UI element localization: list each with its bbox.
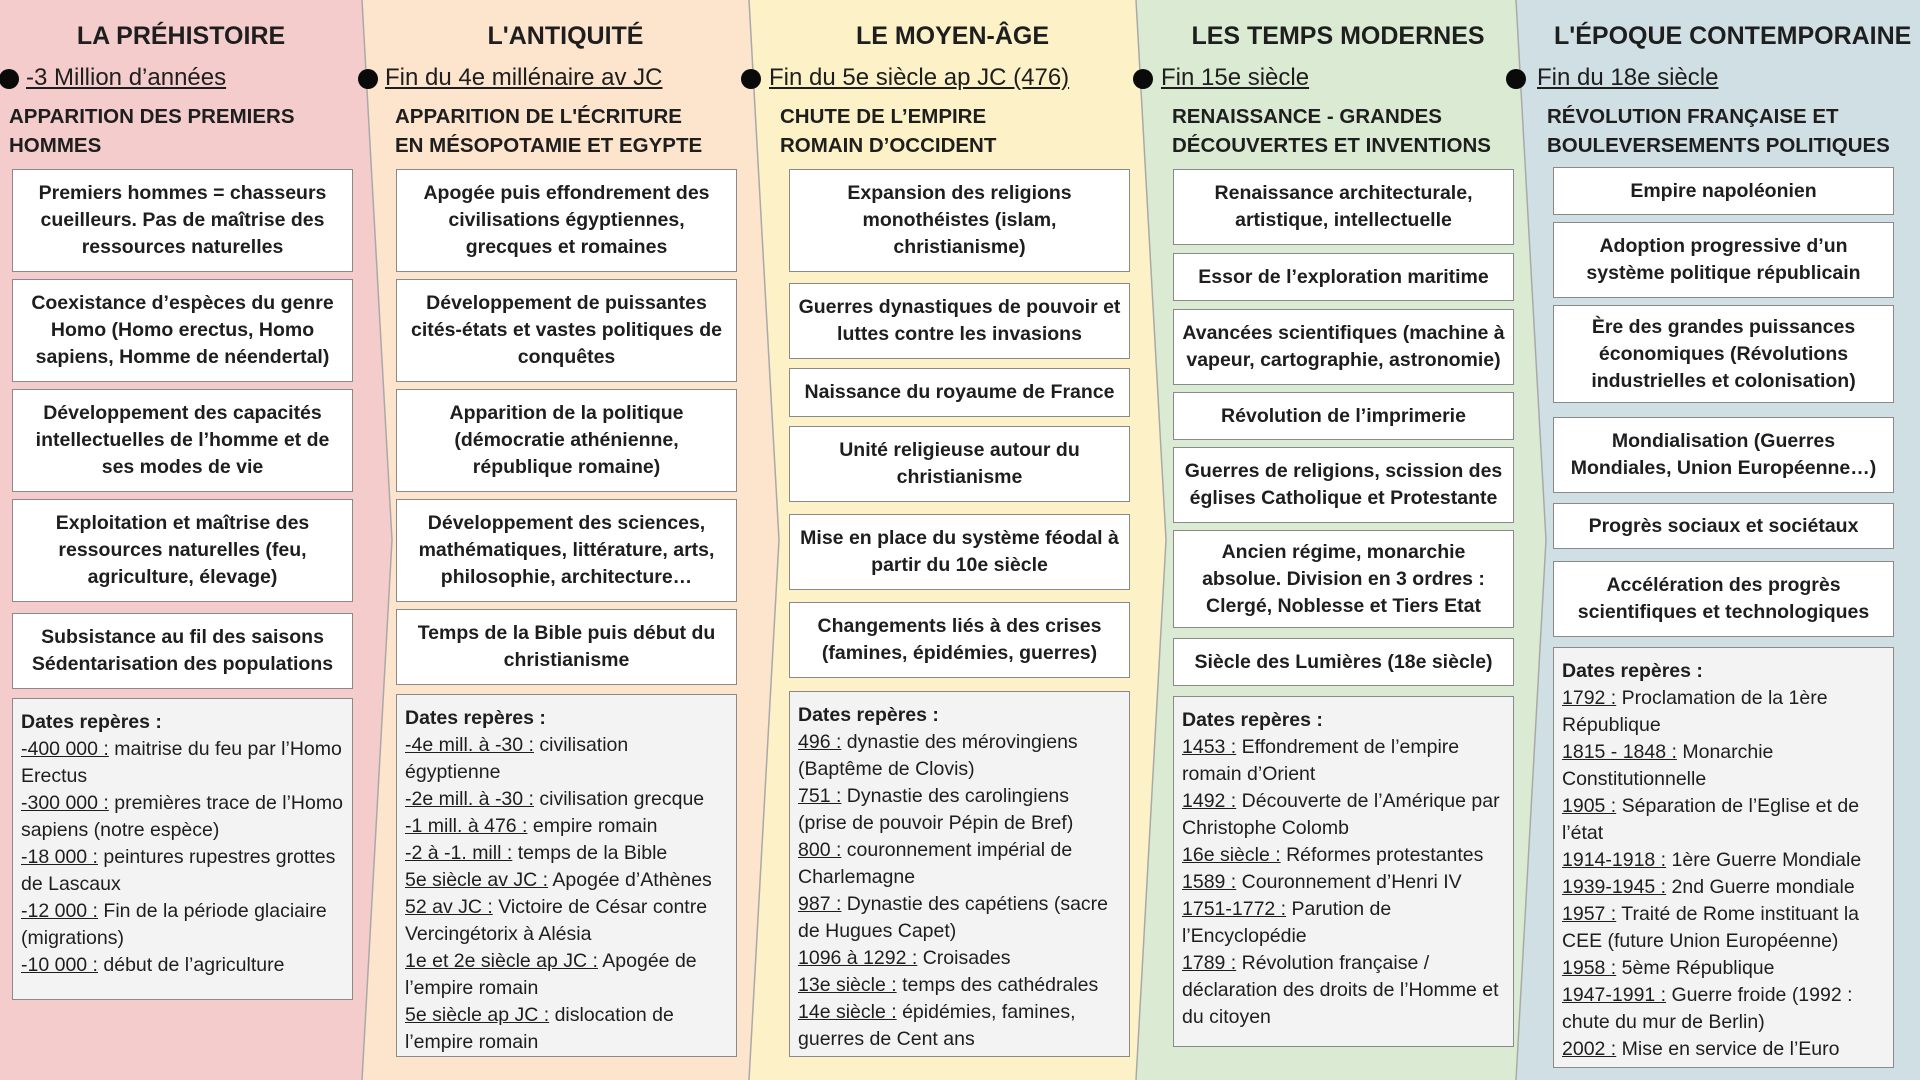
date-label: -300 000 :	[21, 792, 109, 814]
date-entry	[21, 844, 345, 898]
date-entry	[1182, 896, 1506, 950]
period-subtitle: APPARITION DES PREMIERS HOMMES	[9, 105, 295, 157]
fact-box: Premiers hommes = chasseurs cueilleurs. Pas de maîtrise des ressources naturelles	[12, 169, 353, 272]
fact-box: Naissance du royaume de France	[789, 368, 1130, 417]
fact-box: Développement des sciences, mathématiques, littérature, arts, philosophie, architecture…	[396, 499, 737, 602]
date-label: 1947-1991 :	[1562, 984, 1667, 1006]
date-text: épidémies, famines, guerres de Cent ans	[798, 1001, 1076, 1050]
date-text: Découverte de l’Amérique par Christophe Colomb	[1182, 790, 1500, 839]
column-prehistoire	[0, 0, 362, 1080]
fact-box: Développement des capacités intellectuelles de l’homme et de ses modes de vie	[12, 389, 353, 492]
date-entry	[798, 729, 1122, 783]
fact-box: Progrès sociaux et sociétaux	[1553, 503, 1894, 549]
date-text: Fin de la période glaciaire (migrations)	[21, 900, 327, 949]
date-text: Dynastie des carolingiens (prise de pouvoir Pépin de Bref)	[798, 785, 1074, 834]
date-entry	[798, 945, 1122, 972]
date-entry	[405, 732, 729, 786]
date-entry	[798, 837, 1122, 891]
period-title: LES TEMPS MODERNES	[1191, 22, 1485, 50]
date-text: maitrise du feu par l’Homo Erectus	[21, 738, 342, 787]
date-text: Révolution française / déclaration des droits de l’Homme et du citoyen	[1182, 952, 1499, 1028]
date-label: 1453 :	[1182, 736, 1237, 758]
fact-box: Accélération des progrès scientifiques et technologiques	[1553, 561, 1894, 637]
date-label: 1492 :	[1182, 790, 1237, 812]
date-label: -18 000 :	[21, 846, 98, 868]
period-start: Fin du 5e siècle ap JC (476)	[769, 64, 1070, 91]
fact-box: Empire napoléonien	[1553, 167, 1894, 215]
date-text: 2nd Guerre mondiale	[1666, 876, 1855, 898]
key-dates-title: Dates repères :	[21, 711, 162, 733]
date-text: Mise en service de l’Euro	[1616, 1038, 1840, 1060]
fact-box: Apparition de la politique (démocratie athénienne, république romaine)	[396, 389, 737, 492]
date-text: Victoire de César contre Vercingétorix à Alésia	[405, 896, 708, 945]
date-label: 1789 :	[1182, 952, 1237, 974]
date-text: civilisation égyptienne	[405, 734, 629, 783]
key-dates-title: Dates repères :	[1182, 709, 1323, 731]
fact-box: Unité religieuse autour du christianisme	[789, 426, 1130, 502]
period-start: Fin du 18e siècle	[1537, 64, 1719, 91]
fact-box: Temps de la Bible puis début du christianisme	[396, 609, 737, 685]
date-text: Parution de l’Encyclopédie	[1182, 898, 1392, 947]
period-start: -3 Million d’années	[26, 64, 227, 91]
fact-box: Adoption progressive d’un système politique républicain	[1553, 222, 1894, 298]
key-dates-panel	[12, 698, 353, 1000]
date-label: 1914-1918 :	[1562, 849, 1667, 871]
date-entry	[1182, 788, 1506, 842]
date-text: Réformes protestantes	[1280, 844, 1484, 866]
period-title: L'ÉPOQUE CONTEMPORAINE	[1554, 22, 1912, 50]
fact-box: Développement de puissantes cités-états et vastes politiques de conquêtes	[396, 279, 737, 382]
date-text: premières trace de l’Homo sapiens (notre espèce)	[21, 792, 343, 841]
key-dates-title: Dates repères :	[798, 704, 939, 726]
date-label: 5e siècle av JC :	[405, 869, 549, 891]
date-text: Proclamation de la 1ère République	[1562, 687, 1828, 736]
date-label: -1 mill. à 476 :	[405, 815, 528, 837]
timeline-dot	[741, 69, 761, 89]
timeline-dot	[358, 69, 378, 89]
fact-box: Siècle des Lumières (18e siècle)	[1173, 638, 1514, 686]
column-moyen-age	[749, 0, 1136, 1080]
date-entry	[1562, 685, 1886, 739]
date-text: Effondrement de l’empire romain d’Orient	[1182, 736, 1460, 785]
date-label: 5e siècle ap JC :	[405, 1004, 550, 1026]
date-entry	[405, 840, 729, 867]
fact-box: Expansion des religions monothéistes (islam, christianisme)	[789, 169, 1130, 272]
key-dates-title: Dates repères :	[405, 707, 546, 729]
date-text: 1ère Guerre Mondiale	[1666, 849, 1862, 871]
date-entry	[405, 867, 729, 894]
date-entry	[21, 898, 345, 952]
date-entry	[1562, 739, 1886, 793]
timeline-dot	[1133, 69, 1153, 89]
fact-box: Apogée puis effondrement des civilisations égyptiennes, grecques et romaines	[396, 169, 737, 272]
key-dates-title: Dates repères :	[1562, 660, 1703, 682]
date-label: 1958 :	[1562, 957, 1617, 979]
period-subtitle: RENAISSANCE - GRANDES DÉCOUVERTES ET INVENTIONS	[1172, 105, 1491, 157]
date-label: 13e siècle :	[798, 974, 897, 996]
fact-box: Exploitation et maîtrise des ressources naturelles (feu, agriculture, élevage)	[12, 499, 353, 602]
date-entry	[1182, 950, 1506, 1031]
date-entry	[1562, 901, 1886, 955]
date-text: Séparation de l’Eglise et de l’état	[1562, 795, 1860, 844]
period-title: LE MOYEN-ÂGE	[855, 22, 1050, 50]
date-label: 496 :	[798, 731, 842, 753]
date-label: 1e et 2e siècle ap JC :	[405, 950, 598, 972]
date-label: 52 av JC :	[405, 896, 493, 918]
date-label: 1957 :	[1562, 903, 1617, 925]
date-entry	[405, 948, 729, 1002]
date-text: Traité de Rome instituant la CEE (future Union Européenne)	[1562, 903, 1860, 952]
date-text: peintures rupestres grottes de Lascaux	[21, 846, 336, 895]
date-entry	[798, 972, 1122, 999]
period-subtitle: CHUTE DE L’EMPIRE ROMAIN D’OCCIDENT	[780, 105, 997, 157]
key-dates-panel	[396, 694, 737, 1057]
fact-box: Révolution de l’imprimerie	[1173, 392, 1514, 440]
fact-box: Guerres de religions, scission des églises Catholique et Protestante	[1173, 447, 1514, 523]
date-label: -400 000 :	[21, 738, 109, 760]
date-text: couronnement impérial de Charlemagne	[798, 839, 1073, 888]
timeline-dot	[0, 69, 19, 89]
fact-box: Changements liés à des crises (famines, épidémies, guerres)	[789, 602, 1130, 678]
date-text: dislocation de l’empire romain	[405, 1004, 674, 1053]
column-antiquite	[362, 0, 749, 1080]
date-text: Couronnement d’Henri IV	[1236, 871, 1462, 893]
date-label: 1815 - 1848 :	[1562, 741, 1677, 763]
date-label: 800 :	[798, 839, 842, 861]
date-entry	[21, 952, 345, 979]
date-label: 1792 :	[1562, 687, 1617, 709]
date-label: -10 000 :	[21, 954, 98, 976]
fact-box: Subsistance au fil des saisons Sédentarisation des populations	[12, 613, 353, 689]
date-entry	[1562, 847, 1886, 874]
date-label: -2e mill. à -30 :	[405, 788, 534, 810]
date-entry	[1182, 842, 1506, 869]
date-label: -4e mill. à -30 :	[405, 734, 534, 756]
key-dates-panel	[1553, 647, 1894, 1068]
fact-box: Mondialisation (Guerres Mondiales, Union Européenne…)	[1553, 417, 1894, 493]
key-dates-panel	[1173, 696, 1514, 1047]
period-title: LA PRÉHISTOIRE	[76, 22, 286, 50]
date-text: 5ème République	[1616, 957, 1775, 979]
date-text: Monarchie Constitutionnelle	[1562, 741, 1774, 790]
fact-box: Essor de l’exploration maritime	[1173, 253, 1514, 301]
date-text: dynastie des mérovingiens (Baptême de Clovis)	[798, 731, 1078, 780]
fact-box: Ère des grandes puissances économiques (Révolutions industrielles et colonisation)	[1553, 305, 1894, 403]
date-entry	[1562, 793, 1886, 847]
date-label: 1905 :	[1562, 795, 1617, 817]
date-entry	[1182, 734, 1506, 788]
period-start: Fin 15e siècle	[1161, 64, 1310, 91]
date-label: 14e siècle :	[798, 1001, 897, 1023]
period-title: L'ANTIQUITÉ	[487, 22, 644, 50]
date-text: Croisades	[917, 947, 1011, 969]
date-entry	[1562, 982, 1886, 1036]
date-label: 2002 :	[1562, 1038, 1617, 1060]
date-label: 1096 à 1292 :	[798, 947, 918, 969]
date-entry	[798, 999, 1122, 1053]
date-entry	[21, 736, 345, 790]
date-entry	[21, 790, 345, 844]
date-text: civilisation grecque	[533, 788, 705, 810]
date-label: 987 :	[798, 893, 842, 915]
date-text: Guerre froide (1992 : chute du mur de Berlin)	[1562, 984, 1853, 1033]
timeline-dot	[1506, 69, 1526, 89]
date-text: Apogée de l’empire romain	[405, 950, 697, 999]
date-entry	[1562, 955, 1886, 982]
date-label: 1589 :	[1182, 871, 1237, 893]
date-entry	[405, 813, 729, 840]
date-entry	[798, 783, 1122, 837]
date-text: début de l’agriculture	[97, 954, 285, 976]
fact-box: Guerres dynastiques de pouvoir et luttes contre les invasions	[789, 283, 1130, 359]
date-entry	[405, 786, 729, 813]
date-text: Dynastie des capétiens (sacre de Hugues Capet)	[798, 893, 1109, 942]
column-contemporaine	[1516, 0, 1920, 1080]
fact-box: Coexistance d’espèces du genre Homo (Homo erectus, Homo sapiens, Homme de néendertal)	[12, 279, 353, 382]
date-label: -12 000 :	[21, 900, 98, 922]
date-label: 16e siècle :	[1182, 844, 1281, 866]
date-entry	[1182, 869, 1506, 896]
key-dates-panel	[789, 691, 1130, 1057]
date-entry	[798, 891, 1122, 945]
date-label: 1751-1772 :	[1182, 898, 1287, 920]
date-label: -2 à -1. mill :	[405, 842, 513, 864]
date-entry	[1562, 874, 1886, 901]
date-text: temps des cathédrales	[896, 974, 1099, 996]
fact-box: Mise en place du système féodal à partir du 10e siècle	[789, 514, 1130, 590]
fact-box: Avancées scientifiques (machine à vapeur, cartographie, astronomie)	[1173, 309, 1514, 385]
date-text: temps de la Bible	[512, 842, 668, 864]
date-entry	[405, 1002, 729, 1056]
date-entry	[1562, 1036, 1886, 1063]
date-label: 751 :	[798, 785, 842, 807]
date-text: Apogée d’Athènes	[548, 869, 712, 891]
period-start: Fin du 4e millénaire av JC	[385, 64, 663, 91]
date-entry	[405, 894, 729, 948]
date-text: empire romain	[527, 815, 658, 837]
column-temps-modernes	[1136, 0, 1516, 1080]
date-label: 1939-1945 :	[1562, 876, 1667, 898]
period-subtitle: APPARITION DE L'ÉCRITURE EN MÉSOPOTAMIE ET EGYPTE	[395, 105, 703, 157]
fact-box: Ancien régime, monarchie absolue. Division en 3 ordres : Clergé, Noblesse et Tiers Etat	[1173, 530, 1514, 628]
fact-box: Renaissance architecturale, artistique, intellectuelle	[1173, 169, 1514, 245]
period-subtitle: RÉVOLUTION FRANÇAISE ET BOULEVERSEMENTS POLITIQUES	[1547, 105, 1890, 157]
